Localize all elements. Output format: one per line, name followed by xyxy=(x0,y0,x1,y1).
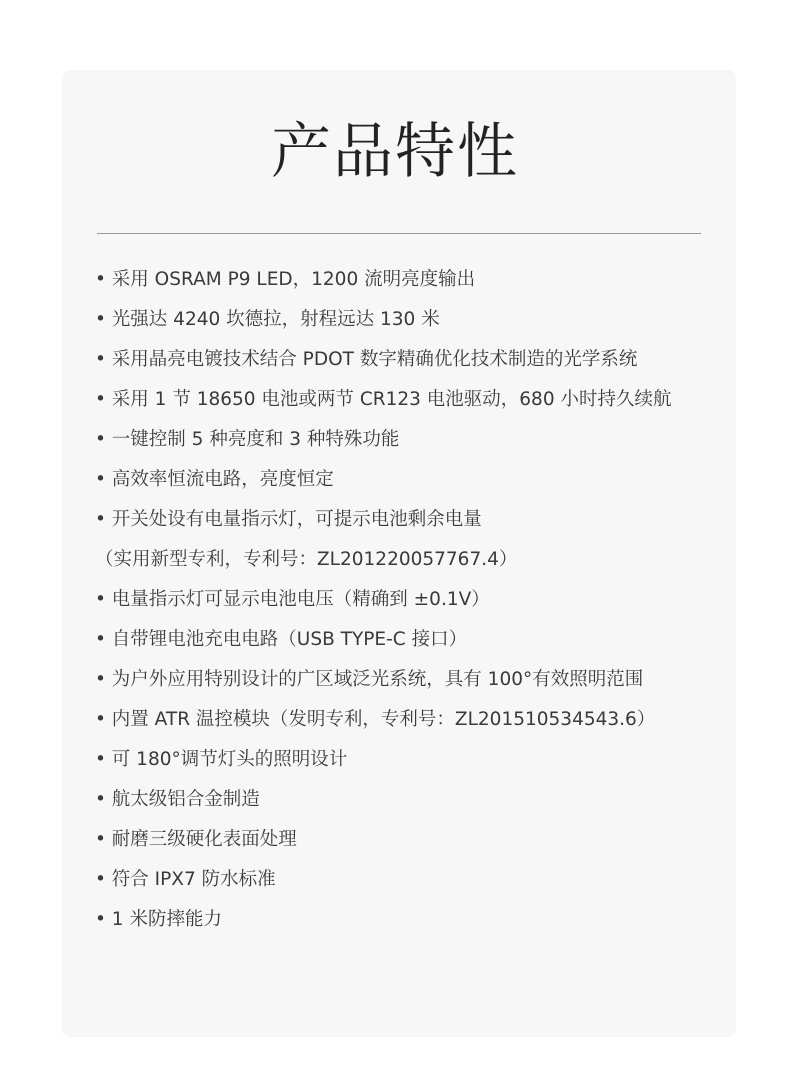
feature-item: • 航太级铝合金制造 xyxy=(95,789,260,810)
feature-item: • 采用 OSRAM P9 LED，1200 流明亮度输出 xyxy=(95,269,476,290)
feature-item: • 开关处设有电量指示灯，可提示电池剩余电量 xyxy=(95,509,482,530)
feature-item: • 采用 1 节 18650 电池或两节 CR123 电池驱动，680 小时持久续航 xyxy=(95,389,672,410)
feature-item: • 高效率恒流电路，亮度恒定 xyxy=(95,469,334,490)
feature-item: • 一键控制 5 种亮度和 3 种特殊功能 xyxy=(95,429,400,450)
feature-item: • 自带锂电池充电电路（USB TYPE-C 接口） xyxy=(95,629,468,650)
title-divider xyxy=(97,233,701,234)
feature-item: • 采用晶亮电镀技术结合 PDOT 数字精确优化技术制造的光学系统 xyxy=(95,349,638,370)
feature-item: • 1 米防摔能力 xyxy=(95,909,222,930)
feature-item: • 电量指示灯可显示电池电压（精确到 ±0.1V） xyxy=(95,589,490,610)
page-title: 产品特性 xyxy=(271,117,519,187)
feature-item: • 光强达 4240 坎德拉，射程远达 130 米 xyxy=(95,309,440,330)
feature-item: • 符合 IPX7 防水标准 xyxy=(95,869,276,890)
feature-item: • 耐磨三级硬化表面处理 xyxy=(95,829,297,850)
feature-item: • 内置 ATR 温控模块（发明专利，专利号：ZL201510534543.6） xyxy=(95,709,656,730)
feature-note: （实用新型专利，专利号：ZL201220057767.4） xyxy=(95,549,518,570)
feature-item: • 为户外应用特别设计的广区域泛光系统，具有 100°有效照明范围 xyxy=(95,669,644,690)
feature-item: • 可 180°调节灯头的照明设计 xyxy=(95,749,348,770)
feature-list xyxy=(95,260,715,940)
